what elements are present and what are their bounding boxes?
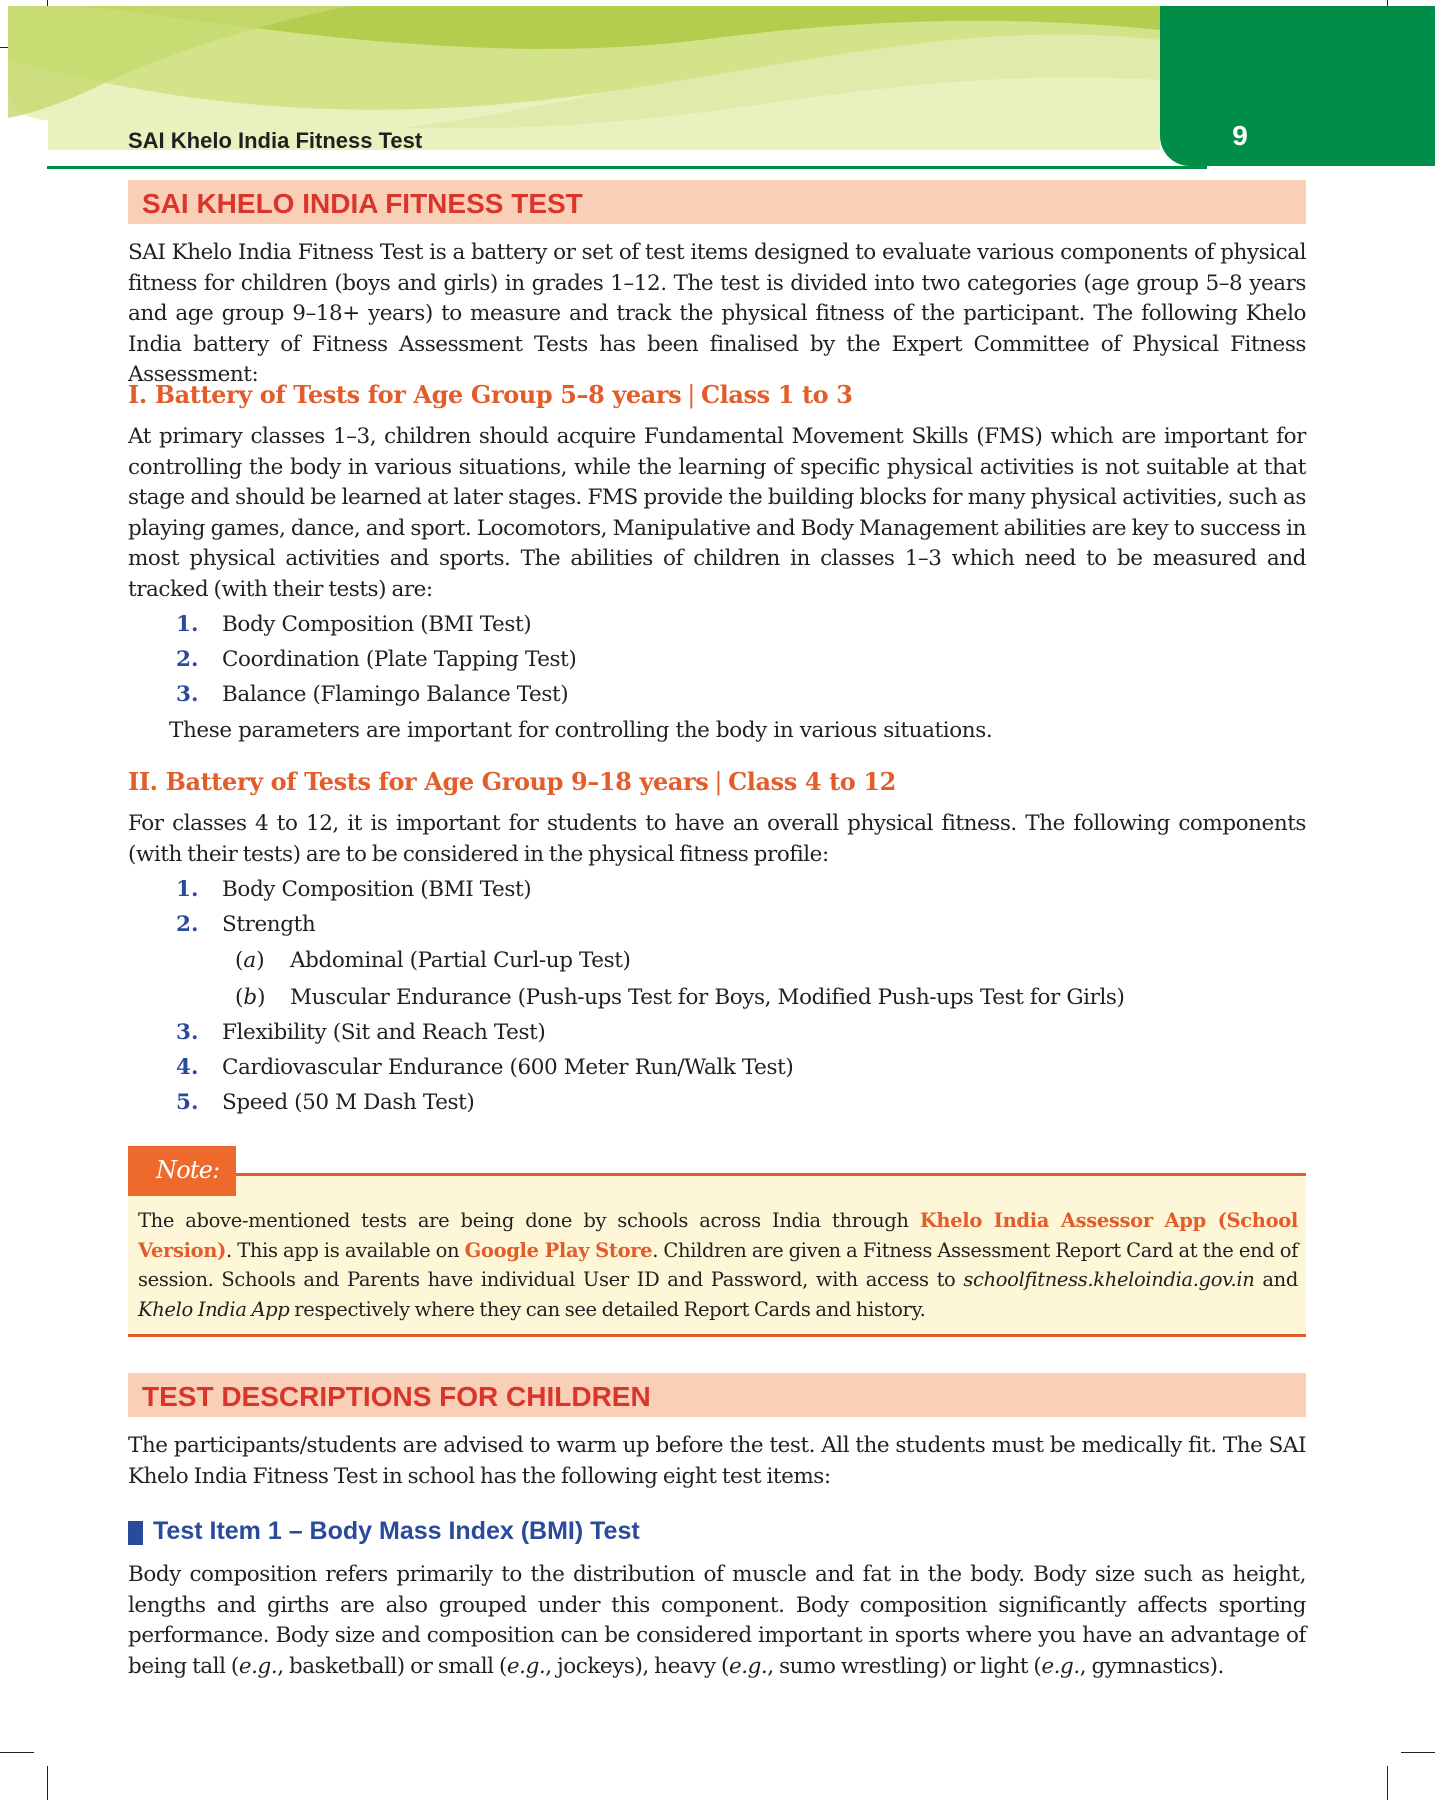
header-rule xyxy=(47,166,1207,169)
website: schoolfitness.kheloindia.gov.in xyxy=(963,1268,1255,1291)
eg: e.g. xyxy=(238,1653,278,1679)
list-number: 1. xyxy=(176,612,199,637)
note-text-part: respectively where they can see detailed Report Cards and history. xyxy=(289,1297,926,1321)
crop-mark xyxy=(47,1766,48,1800)
heading-separator: | xyxy=(714,768,723,796)
text-part: , basketball) or small ( xyxy=(277,1653,507,1679)
paren-close: ) xyxy=(257,985,266,1010)
text-part: , gymnastics). xyxy=(1079,1653,1224,1679)
page-number: 9 xyxy=(1232,120,1248,151)
sublist-item: Abdominal (Partial Curl-up Test) xyxy=(290,948,631,973)
eg: e.g. xyxy=(728,1653,768,1679)
app-name: Khelo India Assessor App (School Version) xyxy=(138,1209,1298,1262)
group2-heading-right: Class 4 to 12 xyxy=(728,767,896,796)
list-item: Coordination (Plate Tapping Test) xyxy=(222,647,577,672)
store-name: Google Play Store xyxy=(464,1238,653,1262)
running-title: SAI Khelo India Fitness Test xyxy=(128,128,423,153)
list-number: 2. xyxy=(176,647,199,672)
list-item: Balance (Flamingo Balance Test) xyxy=(222,682,569,707)
eg: e.g. xyxy=(1041,1653,1080,1679)
group2-heading-left: II. Battery of Tests for Age Group 9–18 years xyxy=(128,767,709,796)
section-title: SAI KHELO INDIA FITNESS TEST xyxy=(142,188,583,219)
bullet-square-icon xyxy=(128,1521,143,1545)
note-bottom-rule xyxy=(128,1334,1306,1337)
list-number: 3. xyxy=(176,682,199,707)
letter: a xyxy=(243,948,257,973)
test-item1-paragraph xyxy=(128,1560,1306,1682)
list-number: 3. xyxy=(176,1020,199,1045)
group1-heading-left: I. Battery of Tests for Age Group 5–8 years xyxy=(128,380,682,409)
note-label: Note: xyxy=(156,1156,220,1184)
group1-heading-right: Class 1 to 3 xyxy=(700,380,853,409)
sublist-item: Muscular Endurance (Push-ups Test for Boys, Modified Push-ups Test for Girls) xyxy=(290,985,1125,1010)
note-text xyxy=(138,1206,1298,1324)
intro-paragraph: SAI Khelo India Fitness Test is a battery or set of test items designed to evaluate various components of physical fitness for children (boys and girls) in grades 1–12. The test is divided into two categories (age group 5–8 years and age group 9–18+ years) to measure and track the physical fitness of the participant. The following Khelo India battery of Fitness Assessment Tests has been finalised by the Expert Committee of Physical Fitness Assessment: xyxy=(128,240,1306,387)
note-text-part: and xyxy=(1254,1268,1299,1291)
note-box xyxy=(128,1146,1306,1336)
list-number: 4. xyxy=(176,1055,199,1080)
list-item: Cardiovascular Endurance (600 Meter Run/Walk Test) xyxy=(222,1055,794,1080)
section2-intro: The participants/students are advised to warm up before the test. All the students must be medically fit. The SAI Khelo India Fitness Test in school has the following eight test items: xyxy=(128,1433,1306,1489)
list-item: Strength xyxy=(222,912,316,937)
list-number: 2. xyxy=(176,912,199,937)
section-heading-bar xyxy=(128,1373,1306,1417)
paren-close: ) xyxy=(256,948,265,973)
section-title: TEST DESCRIPTIONS FOR CHILDREN xyxy=(142,1381,651,1412)
list-item: Body Composition (BMI Test) xyxy=(222,877,532,902)
note-label-tab xyxy=(128,1146,236,1196)
crop-mark xyxy=(0,1752,34,1753)
list-number: 1. xyxy=(176,877,199,902)
list-item: Speed (50 M Dash Test) xyxy=(222,1090,475,1115)
note-text-part: . Children are given a Fitness Assessment Report Card at the end of session. Schools and Parents have individual User ID and Password, with access to xyxy=(138,1238,1298,1291)
group1-heading xyxy=(128,380,853,409)
section-heading-bar xyxy=(128,180,1306,224)
text-part: , jockeys), heavy ( xyxy=(545,1653,729,1679)
note-text-part: The above-mentioned tests are being done by schools across India through xyxy=(138,1209,920,1232)
list-item: Body Composition (BMI Test) xyxy=(222,612,532,637)
note-top-rule xyxy=(236,1173,1306,1176)
letter: b xyxy=(243,985,258,1010)
paren-open: ( xyxy=(235,985,244,1010)
group1-closing: These parameters are important for controlling the body in various situations. xyxy=(169,718,993,743)
sublist-letter xyxy=(235,985,266,1010)
group2-paragraph: For classes 4 to 12, it is important for students to have an overall physical fitness. The following components (with their tests) are to be considered in the physical fitness profile: xyxy=(128,811,1306,867)
list-item: Flexibility (Sit and Reach Test) xyxy=(222,1020,546,1045)
eg: e.g. xyxy=(506,1653,546,1679)
test-item-heading: Test Item 1 – Body Mass Index (BMI) Test xyxy=(153,1517,640,1545)
list-number: 5. xyxy=(176,1090,199,1115)
page-number-tab xyxy=(1160,6,1435,166)
sublist-letter xyxy=(235,948,265,973)
heading-separator: | xyxy=(687,381,695,409)
crop-mark xyxy=(1387,1766,1388,1800)
text-part: Body composition refers primarily to the distribution of muscle and fat in the body. Body size such as height, lengths and girths are also grouped under this component. Body composition significantly affects sporting performance. Body size and composition can be considered important in sports where you have an advantage of being tall ( xyxy=(128,1562,1306,1679)
crop-mark xyxy=(1401,1752,1435,1753)
group1-paragraph: At primary classes 1–3, children should acquire Fundamental Movement Skills (FMS) which are important for controlling the body in various situations, while the learning of specific physical activities is not suitable at that stage and should be learned at later stages. FMS provide the building blocks for many physical activities, such as playing games, dance, and sport. Locomotors, Manipulative and Body Management abilities are key to success in most physical activities and sports. The abilities of children in classes 1–3 which need to be measured and tracked (with their tests) are: xyxy=(128,424,1306,602)
text-part: , sumo wrestling) or light ( xyxy=(767,1653,1042,1679)
khelo-app-name: Khelo India App xyxy=(138,1297,290,1321)
group2-heading xyxy=(128,767,896,796)
paren-open: ( xyxy=(235,948,244,973)
note-text-part: . This app is available on xyxy=(226,1238,465,1262)
